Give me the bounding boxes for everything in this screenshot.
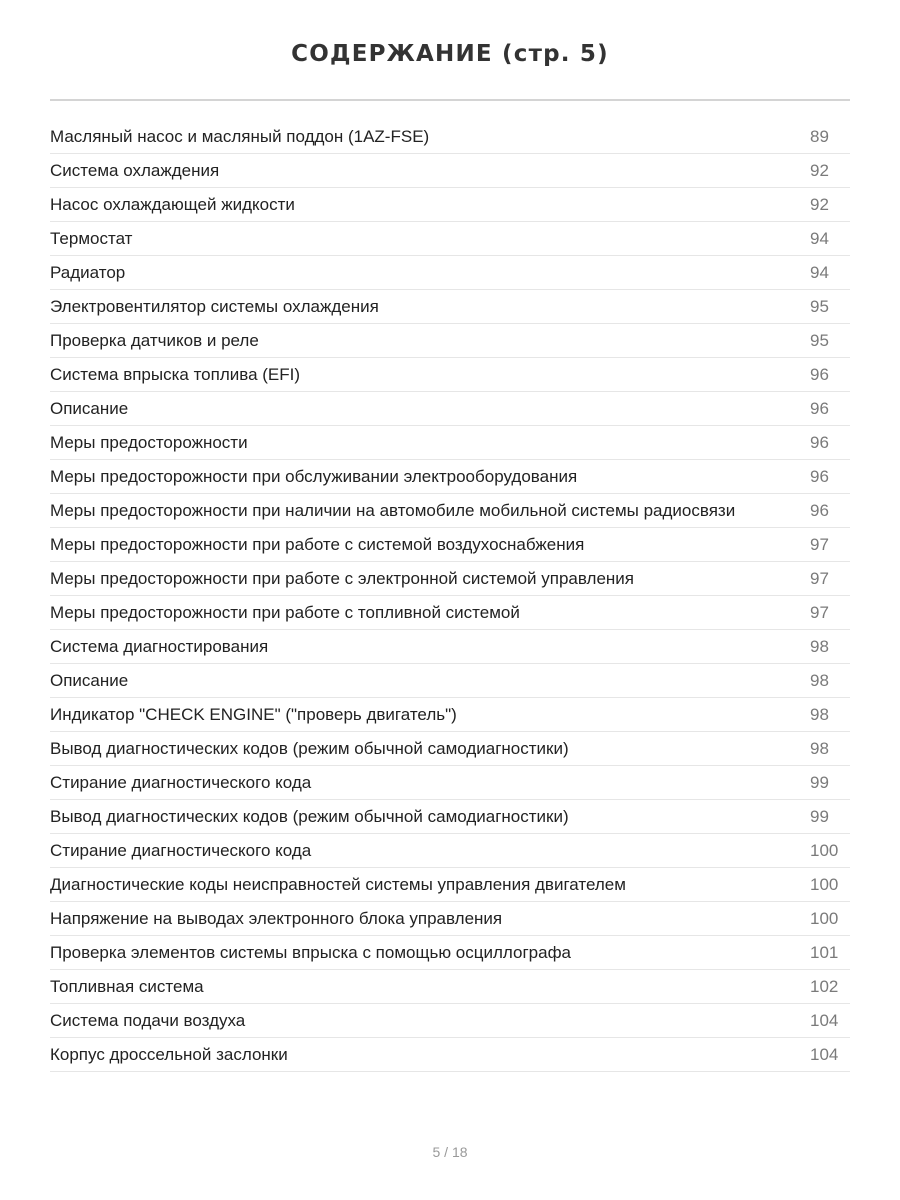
- toc-entry[interactable]: [50, 460, 850, 494]
- toc-entry-title: Система охлаждения: [50, 160, 220, 180]
- toc-entry-page: 97: [810, 568, 829, 588]
- toc-entry[interactable]: [50, 494, 850, 528]
- toc-entry-title: Корпус дроссельной заслонки: [50, 1044, 288, 1064]
- toc-entry[interactable]: [50, 664, 850, 698]
- toc-entry[interactable]: [50, 426, 850, 460]
- toc-entry-page: 96: [810, 432, 829, 452]
- toc-entry-title: Проверка элементов системы впрыска с помощью осциллографа: [50, 942, 572, 962]
- toc-entry[interactable]: [50, 732, 850, 766]
- toc-entry-page: 89: [810, 126, 829, 146]
- toc-entry-page: 99: [810, 806, 829, 826]
- toc-entry[interactable]: [50, 800, 850, 834]
- toc-entry-title: Меры предосторожности при работе с электронной системой управления: [50, 568, 634, 588]
- toc-entry-page: 100: [810, 908, 839, 928]
- toc-entry[interactable]: [50, 902, 850, 936]
- toc-entry-page: 95: [810, 296, 829, 316]
- toc-entry-page: 104: [810, 1010, 839, 1030]
- toc-entry-title: Насос охлаждающей жидкости: [50, 194, 295, 214]
- toc-entry-title: Описание: [50, 670, 129, 690]
- toc-entry[interactable]: [50, 358, 850, 392]
- toc-entry-title: Вывод диагностических кодов (режим обычной самодиагностики): [50, 738, 569, 758]
- toc-entry[interactable]: [50, 392, 850, 426]
- toc-entry-title: Проверка датчиков и реле: [50, 330, 259, 350]
- toc-entry[interactable]: [50, 120, 850, 154]
- toc-entry-title: Система впрыска топлива (EFI): [50, 364, 301, 384]
- toc-entry-title: Меры предосторожности при наличии на автомобиле мобильной системы радиосвязи: [50, 500, 736, 520]
- toc-entry-page: 96: [810, 500, 829, 520]
- toc-entry[interactable]: [50, 222, 850, 256]
- toc-entry-page: 92: [810, 160, 829, 180]
- toc-entry[interactable]: [50, 698, 850, 732]
- toc-entry-title: Термостат: [50, 228, 133, 248]
- toc-entry-page: 98: [810, 670, 829, 690]
- toc-entry[interactable]: [50, 562, 850, 596]
- toc-entry-page: 99: [810, 772, 829, 792]
- toc-entry-title: Масляный насос и масляный поддон (1AZ-FSE): [50, 126, 430, 146]
- toc-list: [50, 120, 850, 1072]
- toc-entry[interactable]: [50, 256, 850, 290]
- toc-entry[interactable]: [50, 188, 850, 222]
- toc-entry[interactable]: [50, 630, 850, 664]
- toc-entry-title: Меры предосторожности: [50, 432, 248, 452]
- toc-entry-title: Топливная система: [50, 976, 204, 996]
- toc-entry[interactable]: [50, 834, 850, 868]
- toc-entry-title: Индикатор "CHECK ENGINE" ("проверь двигатель"): [50, 704, 457, 724]
- toc-entry-page: 98: [810, 738, 829, 758]
- toc-entry-page: 95: [810, 330, 829, 350]
- toc-entry[interactable]: [50, 970, 850, 1004]
- toc-entry-title: Система подачи воздуха: [50, 1010, 246, 1030]
- toc-entry-page: 96: [810, 398, 829, 418]
- toc-entry-title: Меры предосторожности при обслуживании электрооборудования: [50, 466, 578, 486]
- toc-entry-page: 101: [810, 942, 839, 962]
- toc-entry-page: 104: [810, 1044, 839, 1064]
- toc-entry[interactable]: [50, 290, 850, 324]
- toc-entry-title: Меры предосторожности при работе с топливной системой: [50, 602, 520, 622]
- toc-entry-page: 100: [810, 840, 839, 860]
- toc-entry-title: Стирание диагностического кода: [50, 840, 312, 860]
- toc-entry-title: Система диагностирования: [50, 636, 269, 656]
- toc-entry[interactable]: [50, 936, 850, 970]
- toc-entry-page: 96: [810, 364, 829, 384]
- page-indicator: 5 / 18: [432, 1144, 468, 1160]
- toc-entry-title: Стирание диагностического кода: [50, 772, 312, 792]
- toc-entry-page: 102: [810, 976, 839, 996]
- toc-entry-title: Диагностические коды неисправностей системы управления двигателем: [50, 874, 626, 894]
- toc-entry-title: Меры предосторожности при работе с системой воздухоснабжения: [50, 534, 585, 554]
- toc-entry-title: Радиатор: [50, 262, 126, 282]
- toc-entry[interactable]: [50, 528, 850, 562]
- toc-entry-page: 98: [810, 636, 829, 656]
- toc-entry-page: 94: [810, 262, 829, 282]
- toc-entry[interactable]: [50, 1004, 850, 1038]
- toc-entry-page: 98: [810, 704, 829, 724]
- toc-entry[interactable]: [50, 596, 850, 630]
- toc-entry-page: 100: [810, 874, 839, 894]
- toc-entry-title: Описание: [50, 398, 129, 418]
- toc-entry-page: 97: [810, 534, 829, 554]
- toc-entry-title: Электровентилятор системы охлаждения: [50, 296, 379, 316]
- toc-entry-title: Напряжение на выводах электронного блока управления: [50, 908, 503, 928]
- toc-entry-title: Вывод диагностических кодов (режим обычной самодиагностики): [50, 806, 569, 826]
- toc-entry[interactable]: [50, 766, 850, 800]
- toc-entry-page: 94: [810, 228, 829, 248]
- toc-entry[interactable]: [50, 154, 850, 188]
- toc-entry[interactable]: [50, 1038, 850, 1072]
- toc-entry-page: 92: [810, 194, 829, 214]
- toc-entry-page: 96: [810, 466, 829, 486]
- toc-entry[interactable]: [50, 324, 850, 358]
- toc-entry[interactable]: [50, 868, 850, 902]
- page-title: СОДЕРЖАНИЕ (стр. 5): [291, 41, 609, 67]
- toc-entry-page: 97: [810, 602, 829, 622]
- title-divider: [50, 99, 850, 101]
